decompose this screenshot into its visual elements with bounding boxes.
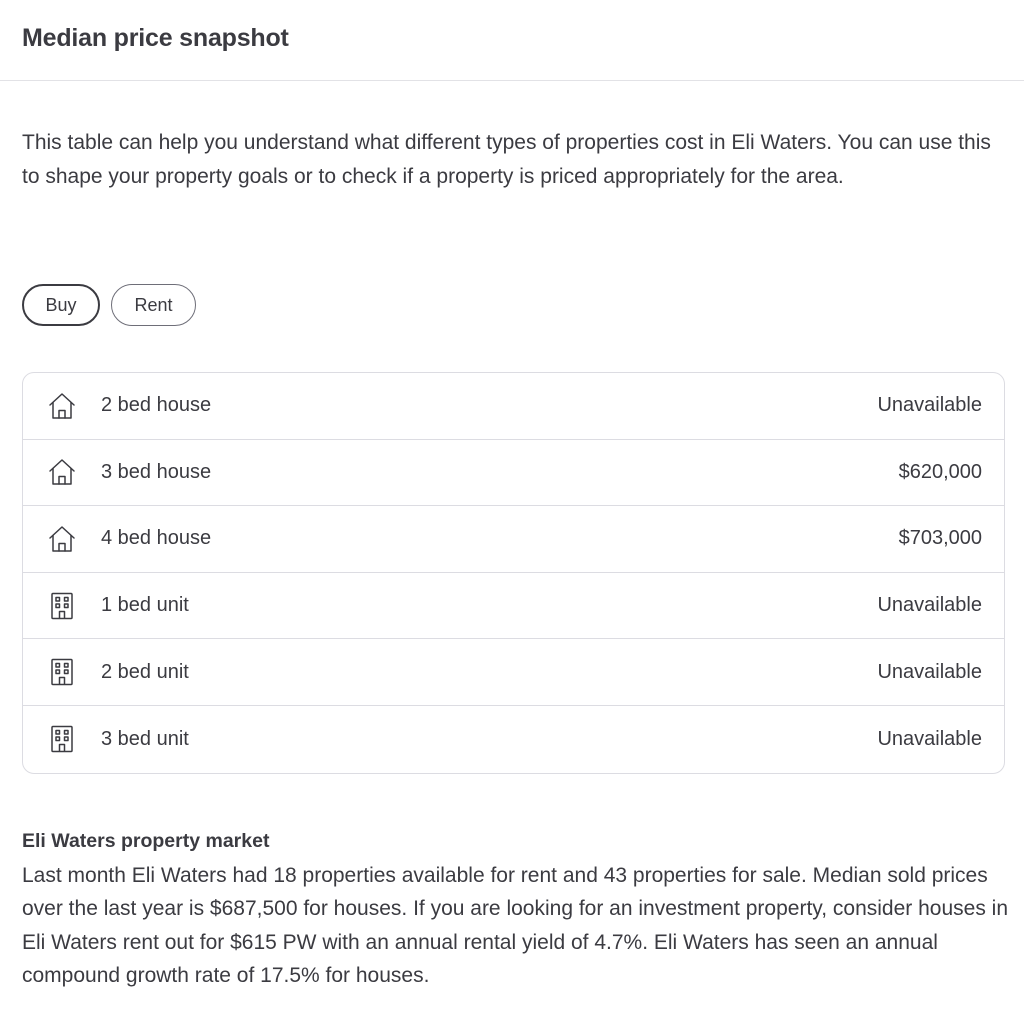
median-price-table bbox=[22, 372, 1005, 774]
row-label: 2 bed house bbox=[101, 394, 212, 417]
building-icon bbox=[46, 723, 78, 755]
table-row bbox=[23, 440, 1004, 507]
table-row bbox=[23, 373, 1004, 440]
row-value: Unavailable bbox=[877, 394, 982, 417]
row-value: Unavailable bbox=[877, 727, 982, 750]
market-summary bbox=[22, 830, 1012, 992]
page-title: Median price snapshot bbox=[22, 23, 289, 52]
buy-button[interactable]: Buy bbox=[22, 284, 100, 326]
row-value: $703,000 bbox=[898, 527, 982, 550]
house-icon bbox=[46, 390, 78, 422]
market-text: Last month Eli Waters had 18 properties available for rent and 43 properties for sale. Median sold prices over the last year is $687,500 for houses. If you are looking for an investment property, consider houses in Eli Waters rent out for $615 PW with an annual rental yield of 4.7%. Eli Waters has seen an annual compound growth rate of 17.5% for houses. bbox=[22, 864, 1008, 987]
row-value: Unavailable bbox=[877, 594, 982, 617]
row-label: 2 bed unit bbox=[101, 660, 189, 683]
intro-text: This table can help you understand what different types of properties cost in Eli Waters. You can use this to shape your property goals or to check if a property is priced appropriately for the area. bbox=[22, 131, 991, 188]
rent-button[interactable]: Rent bbox=[111, 284, 196, 326]
row-label: 1 bed unit bbox=[101, 594, 189, 617]
row-label: 3 bed unit bbox=[101, 727, 189, 750]
row-label: 3 bed house bbox=[101, 460, 212, 483]
table-row bbox=[23, 706, 1004, 773]
buy-rent-toggle bbox=[22, 284, 196, 326]
table-row bbox=[23, 639, 1004, 706]
table-row bbox=[23, 573, 1004, 640]
section-header bbox=[0, 0, 1024, 81]
building-icon bbox=[46, 590, 78, 622]
market-heading: Eli Waters property market bbox=[22, 830, 270, 852]
building-icon bbox=[46, 656, 78, 688]
table-row bbox=[23, 506, 1004, 573]
house-icon bbox=[46, 456, 78, 488]
row-value: $620,000 bbox=[898, 460, 982, 483]
row-value: Unavailable bbox=[877, 660, 982, 683]
row-label: 4 bed house bbox=[101, 527, 212, 550]
house-icon bbox=[46, 523, 78, 555]
